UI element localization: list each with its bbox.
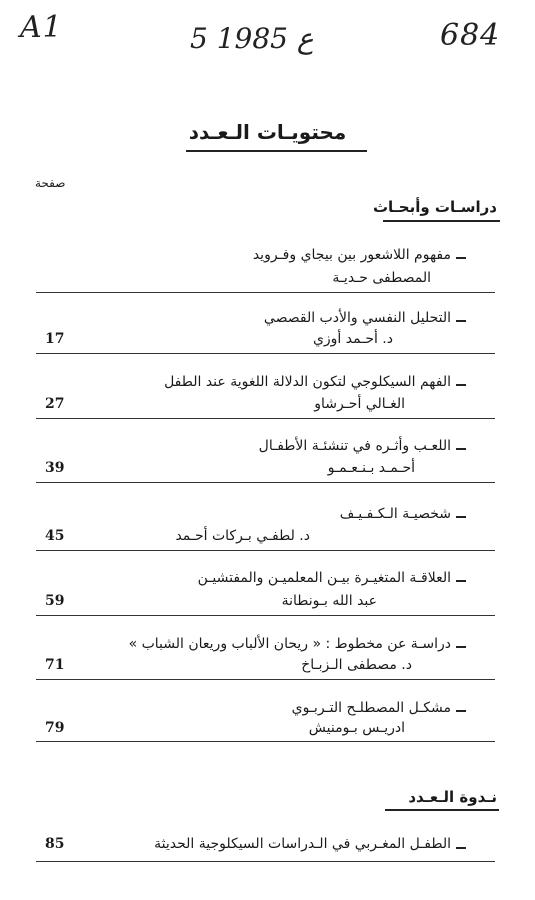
section-heading-symposium: نـدوة الـعـدد xyxy=(408,788,497,806)
entry-bullet xyxy=(456,580,466,582)
entry-page: 17 xyxy=(45,331,65,347)
entry-title: مفهوم اللاشعور بين بيجاي وفـرويد xyxy=(252,247,451,263)
entry-author: د. مصطفى الـزبـاخ xyxy=(301,657,412,673)
entry-author: ادريـس بـومنيش xyxy=(308,720,405,736)
entry-divider xyxy=(36,418,495,419)
entry-divider xyxy=(36,679,495,680)
entry-title: دراسـة عن مخطوط : « ريحان الألباب وريعان الشباب » xyxy=(128,636,451,652)
entry-page: 71 xyxy=(45,657,65,673)
entry-title: الطفـل المغـربي في الـدراسات السيكلوجية الحديثة xyxy=(154,836,451,852)
title-underline xyxy=(186,150,367,152)
entry-divider xyxy=(36,353,495,354)
entry-divider xyxy=(36,615,495,616)
entry-author: الغـالي أحـرشاو xyxy=(314,396,405,412)
entry-author: عبد الله بـونطانة xyxy=(281,593,377,609)
entry-bullet xyxy=(456,847,466,849)
entry-bullet xyxy=(456,320,466,322)
section-heading-studies: دراسـات وأبحـاث xyxy=(372,198,497,216)
entry-divider xyxy=(36,861,495,862)
entry-divider xyxy=(36,550,495,551)
entry-author: د. لطفـي بـركات أحـمد xyxy=(175,528,310,544)
entry-divider xyxy=(36,292,495,293)
page-column-label: صفحة xyxy=(35,176,66,190)
entry-page: 39 xyxy=(45,460,65,476)
entry-divider xyxy=(36,741,495,742)
entry-bullet xyxy=(456,448,466,450)
entry-bullet xyxy=(456,710,466,712)
section-underline xyxy=(383,220,500,222)
entry-author: د. أحـمد أوزي xyxy=(312,331,393,347)
handwritten-code: A1 xyxy=(20,10,63,45)
page-title: محتويـات الـعـدد xyxy=(188,120,347,144)
entry-title: التحليل النفسي والأدب القصصي xyxy=(263,310,451,326)
entry-page: 85 xyxy=(45,836,65,852)
entry-bullet xyxy=(456,516,466,518)
entry-title: الفهم السيكلوجي لتكون الدلالة اللغوية عند الطفل xyxy=(164,374,451,390)
entry-bullet xyxy=(456,257,466,259)
entry-page: 27 xyxy=(45,396,65,412)
entry-title: العلاقـة المتغيـرة بيـن المعلميـن والمفتشيـن xyxy=(197,570,451,586)
entry-author: أحـمـد بـنـعـمـو xyxy=(327,460,415,476)
entry-page: 59 xyxy=(45,593,65,609)
entry-title: اللعـب وأثـره في تنشئـة الأطفـال xyxy=(258,438,451,454)
entry-bullet xyxy=(456,646,466,648)
entry-divider xyxy=(36,482,495,483)
handwritten-date: 5 ع 1985 xyxy=(190,22,314,55)
entry-page: 79 xyxy=(45,720,65,736)
entry-bullet xyxy=(456,384,466,386)
handwritten-number: 684 xyxy=(440,18,501,53)
entry-title: مشكـل المصطلـح التـربـوي xyxy=(291,700,451,716)
entry-title: شخصيـة الـكـفـيـف xyxy=(339,506,451,522)
entry-author: المصطفى حـديـة xyxy=(332,270,431,286)
entry-page: 45 xyxy=(45,528,65,544)
section-underline xyxy=(385,809,499,811)
